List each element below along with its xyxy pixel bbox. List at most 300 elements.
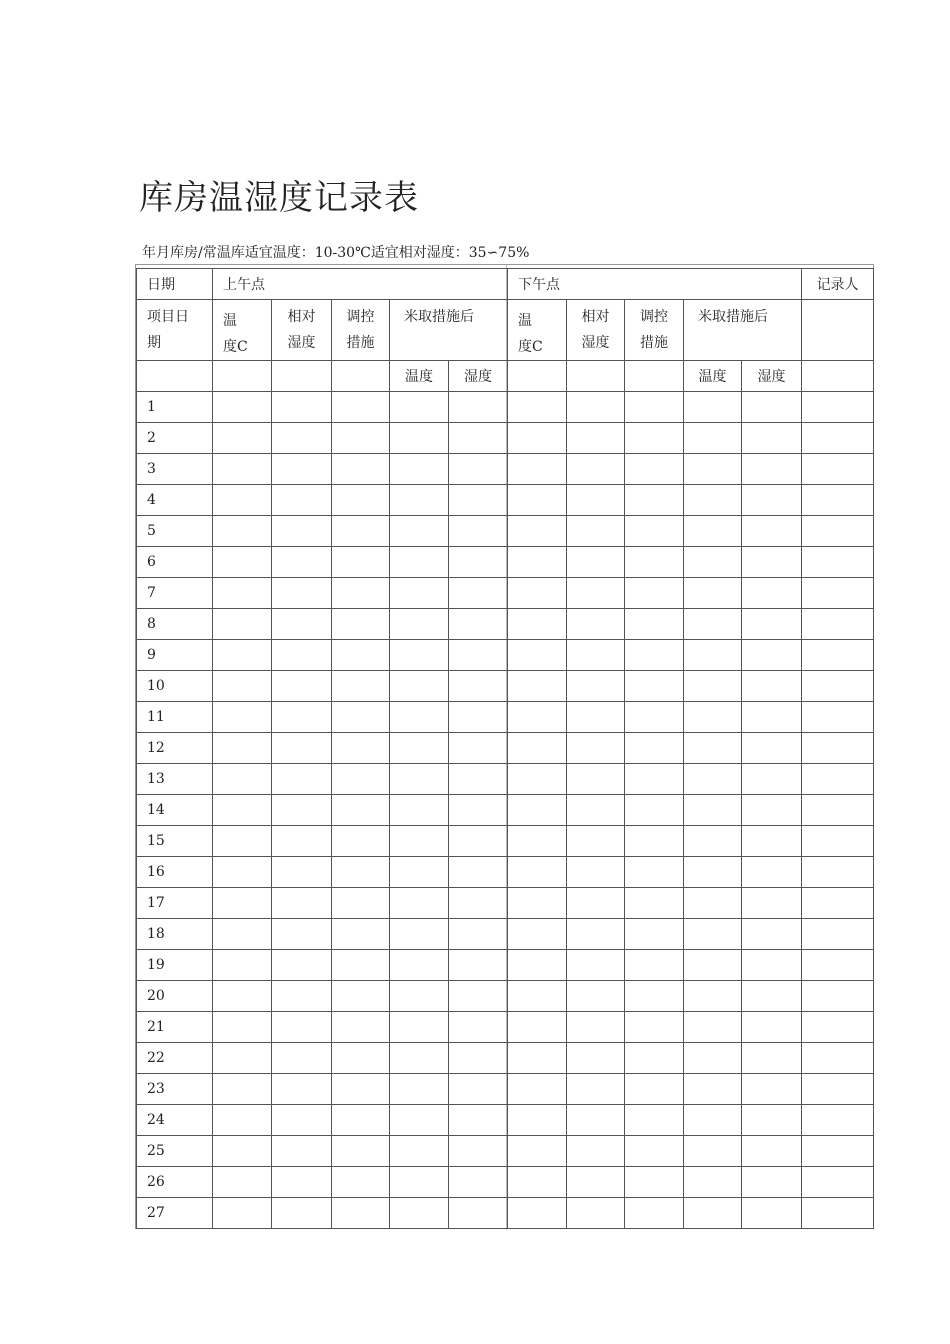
- entry-cell[interactable]: [742, 609, 802, 640]
- entry-cell[interactable]: [390, 516, 449, 547]
- entry-cell[interactable]: [332, 454, 390, 485]
- entry-cell[interactable]: [449, 578, 508, 609]
- entry-cell[interactable]: [742, 1074, 802, 1105]
- entry-cell[interactable]: [742, 392, 802, 423]
- entry-cell[interactable]: [449, 1012, 508, 1043]
- entry-cell[interactable]: [802, 1105, 874, 1136]
- entry-cell[interactable]: [625, 454, 684, 485]
- entry-cell[interactable]: [684, 423, 742, 454]
- table-row: [137, 423, 874, 454]
- entry-cell[interactable]: [625, 795, 684, 826]
- blank-cell: [332, 361, 390, 392]
- entry-cell[interactable]: [742, 795, 802, 826]
- entry-cell[interactable]: [213, 950, 272, 981]
- entry-cell[interactable]: [742, 423, 802, 454]
- entry-cell[interactable]: [567, 826, 625, 857]
- entry-cell[interactable]: [449, 764, 508, 795]
- entry-cell[interactable]: [213, 919, 272, 950]
- entry-cell[interactable]: [684, 1198, 742, 1229]
- entry-cell[interactable]: [272, 547, 332, 578]
- entry-cell[interactable]: [567, 1012, 625, 1043]
- entry-cell[interactable]: [742, 919, 802, 950]
- entry-cell[interactable]: [684, 516, 742, 547]
- entry-cell[interactable]: [332, 671, 390, 702]
- entry-cell[interactable]: [449, 547, 508, 578]
- entry-cell[interactable]: [625, 609, 684, 640]
- entry-cell[interactable]: [508, 671, 567, 702]
- entry-cell[interactable]: [567, 1167, 625, 1198]
- entry-cell[interactable]: [332, 950, 390, 981]
- entry-cell[interactable]: [449, 485, 508, 516]
- entry-cell[interactable]: [802, 857, 874, 888]
- entry-cell[interactable]: [449, 1105, 508, 1136]
- entry-cell[interactable]: [684, 454, 742, 485]
- entry-cell[interactable]: [332, 609, 390, 640]
- entry-cell[interactable]: [508, 857, 567, 888]
- entry-cell[interactable]: [449, 1136, 508, 1167]
- entry-cell[interactable]: [213, 578, 272, 609]
- entry-cell[interactable]: [802, 392, 874, 423]
- entry-cell[interactable]: [508, 1198, 567, 1229]
- entry-cell[interactable]: [390, 1012, 449, 1043]
- entry-cell[interactable]: [213, 609, 272, 640]
- entry-cell[interactable]: [390, 702, 449, 733]
- entry-cell[interactable]: [625, 1012, 684, 1043]
- entry-cell[interactable]: [332, 1167, 390, 1198]
- entry-cell[interactable]: [272, 1074, 332, 1105]
- entry-cell[interactable]: [213, 454, 272, 485]
- entry-cell[interactable]: [802, 485, 874, 516]
- entry-cell[interactable]: [213, 485, 272, 516]
- entry-cell[interactable]: [508, 1167, 567, 1198]
- entry-cell[interactable]: [213, 640, 272, 671]
- entry-cell[interactable]: [508, 764, 567, 795]
- entry-cell[interactable]: [213, 547, 272, 578]
- entry-cell[interactable]: [802, 1043, 874, 1074]
- entry-cell[interactable]: [449, 392, 508, 423]
- entry-cell[interactable]: [390, 454, 449, 485]
- entry-cell[interactable]: [213, 1012, 272, 1043]
- entry-cell[interactable]: [213, 516, 272, 547]
- entry-cell[interactable]: [625, 981, 684, 1012]
- entry-cell[interactable]: [802, 1198, 874, 1229]
- entry-cell[interactable]: [390, 485, 449, 516]
- entry-cell[interactable]: [567, 795, 625, 826]
- entry-cell[interactable]: [390, 1043, 449, 1074]
- entry-cell[interactable]: [625, 888, 684, 919]
- entry-cell[interactable]: [567, 1105, 625, 1136]
- entry-cell[interactable]: [567, 392, 625, 423]
- entry-cell[interactable]: [742, 671, 802, 702]
- entry-cell[interactable]: [802, 454, 874, 485]
- entry-cell[interactable]: [567, 454, 625, 485]
- table-row: [137, 547, 874, 578]
- entry-cell[interactable]: [802, 981, 874, 1012]
- entry-cell[interactable]: [332, 1043, 390, 1074]
- entry-cell[interactable]: [508, 919, 567, 950]
- entry-cell[interactable]: [567, 640, 625, 671]
- entry-cell[interactable]: [449, 733, 508, 764]
- entry-cell[interactable]: [390, 857, 449, 888]
- entry-cell[interactable]: [684, 1043, 742, 1074]
- entry-cell[interactable]: [449, 795, 508, 826]
- entry-cell[interactable]: [332, 826, 390, 857]
- entry-cell[interactable]: [213, 826, 272, 857]
- entry-cell[interactable]: [332, 516, 390, 547]
- entry-cell[interactable]: [567, 702, 625, 733]
- entry-cell[interactable]: [625, 1167, 684, 1198]
- entry-cell[interactable]: [272, 640, 332, 671]
- entry-cell[interactable]: [390, 981, 449, 1012]
- entry-cell[interactable]: [567, 857, 625, 888]
- entry-cell[interactable]: [802, 516, 874, 547]
- entry-cell[interactable]: [742, 640, 802, 671]
- entry-cell[interactable]: [684, 1074, 742, 1105]
- entry-cell[interactable]: [508, 702, 567, 733]
- entry-cell[interactable]: [272, 733, 332, 764]
- entry-cell[interactable]: [802, 547, 874, 578]
- entry-cell[interactable]: [390, 423, 449, 454]
- entry-cell[interactable]: [625, 640, 684, 671]
- entry-cell[interactable]: [625, 423, 684, 454]
- entry-cell[interactable]: [272, 578, 332, 609]
- entry-cell[interactable]: [684, 919, 742, 950]
- entry-cell[interactable]: [272, 1012, 332, 1043]
- entry-cell[interactable]: [508, 950, 567, 981]
- entry-cell[interactable]: [802, 1167, 874, 1198]
- entry-cell[interactable]: [449, 1198, 508, 1229]
- entry-cell[interactable]: [567, 578, 625, 609]
- entry-cell[interactable]: [684, 950, 742, 981]
- entry-cell[interactable]: [272, 919, 332, 950]
- entry-cell[interactable]: [272, 1105, 332, 1136]
- entry-cell[interactable]: [449, 981, 508, 1012]
- entry-cell[interactable]: [449, 1167, 508, 1198]
- entry-cell[interactable]: [684, 640, 742, 671]
- entry-cell[interactable]: [742, 454, 802, 485]
- entry-cell[interactable]: [625, 733, 684, 764]
- entry-cell[interactable]: [213, 888, 272, 919]
- entry-cell[interactable]: [272, 1167, 332, 1198]
- entry-cell[interactable]: [332, 764, 390, 795]
- entry-cell[interactable]: [508, 516, 567, 547]
- entry-cell[interactable]: [802, 640, 874, 671]
- entry-cell[interactable]: [390, 1074, 449, 1105]
- entry-cell[interactable]: [272, 702, 332, 733]
- entry-cell[interactable]: [272, 795, 332, 826]
- entry-cell[interactable]: [508, 733, 567, 764]
- entry-cell[interactable]: [625, 578, 684, 609]
- entry-cell[interactable]: [742, 764, 802, 795]
- entry-cell[interactable]: [508, 1074, 567, 1105]
- entry-cell[interactable]: [213, 1136, 272, 1167]
- entry-cell[interactable]: [272, 1043, 332, 1074]
- entry-cell[interactable]: [213, 733, 272, 764]
- entry-cell[interactable]: [508, 795, 567, 826]
- entry-cell[interactable]: [332, 640, 390, 671]
- entry-cell[interactable]: [742, 1198, 802, 1229]
- entry-cell[interactable]: [567, 888, 625, 919]
- entry-cell[interactable]: [508, 547, 567, 578]
- entry-cell[interactable]: [508, 1105, 567, 1136]
- entry-cell[interactable]: [449, 423, 508, 454]
- entry-cell[interactable]: [567, 671, 625, 702]
- entry-cell[interactable]: [684, 1105, 742, 1136]
- entry-cell[interactable]: [508, 578, 567, 609]
- entry-cell[interactable]: [390, 1136, 449, 1167]
- entry-cell[interactable]: [508, 1136, 567, 1167]
- entry-cell[interactable]: [272, 981, 332, 1012]
- entry-cell[interactable]: [684, 671, 742, 702]
- entry-cell[interactable]: [625, 1105, 684, 1136]
- entry-cell[interactable]: [272, 888, 332, 919]
- entry-cell[interactable]: [684, 1136, 742, 1167]
- entry-cell[interactable]: [449, 702, 508, 733]
- entry-cell[interactable]: [272, 764, 332, 795]
- entry-cell[interactable]: [802, 733, 874, 764]
- entry-cell[interactable]: [332, 547, 390, 578]
- entry-cell[interactable]: [684, 547, 742, 578]
- entry-cell[interactable]: [742, 702, 802, 733]
- entry-cell[interactable]: [272, 609, 332, 640]
- entry-cell[interactable]: [567, 764, 625, 795]
- entry-cell[interactable]: [684, 857, 742, 888]
- entry-cell[interactable]: [567, 1136, 625, 1167]
- entry-cell[interactable]: [802, 919, 874, 950]
- entry-cell[interactable]: [508, 392, 567, 423]
- entry-cell[interactable]: [508, 826, 567, 857]
- entry-cell[interactable]: [272, 857, 332, 888]
- entry-cell[interactable]: [508, 1043, 567, 1074]
- entry-cell[interactable]: [332, 1198, 390, 1229]
- entry-cell[interactable]: [390, 640, 449, 671]
- entry-cell[interactable]: [742, 826, 802, 857]
- entry-cell[interactable]: [213, 1043, 272, 1074]
- entry-cell[interactable]: [213, 857, 272, 888]
- entry-cell[interactable]: [390, 609, 449, 640]
- entry-cell[interactable]: [390, 547, 449, 578]
- entry-cell[interactable]: [508, 888, 567, 919]
- entry-cell[interactable]: [332, 1074, 390, 1105]
- entry-cell[interactable]: [508, 609, 567, 640]
- entry-cell[interactable]: [802, 888, 874, 919]
- entry-cell[interactable]: [684, 826, 742, 857]
- entry-cell[interactable]: [213, 764, 272, 795]
- entry-cell[interactable]: [742, 516, 802, 547]
- entry-cell[interactable]: [567, 1198, 625, 1229]
- entry-cell[interactable]: [802, 795, 874, 826]
- entry-cell[interactable]: [213, 702, 272, 733]
- entry-cell[interactable]: [390, 950, 449, 981]
- entry-cell[interactable]: [802, 423, 874, 454]
- entry-cell[interactable]: [272, 671, 332, 702]
- entry-cell[interactable]: [390, 919, 449, 950]
- entry-cell[interactable]: [567, 1043, 625, 1074]
- entry-cell[interactable]: [213, 1198, 272, 1229]
- entry-cell[interactable]: [684, 578, 742, 609]
- entry-cell[interactable]: [272, 950, 332, 981]
- entry-cell[interactable]: [213, 1074, 272, 1105]
- entry-cell[interactable]: [625, 671, 684, 702]
- entry-cell[interactable]: [390, 888, 449, 919]
- entry-cell[interactable]: [684, 609, 742, 640]
- entry-cell[interactable]: [332, 392, 390, 423]
- entry-cell[interactable]: [742, 1043, 802, 1074]
- entry-cell[interactable]: [742, 950, 802, 981]
- entry-cell[interactable]: [272, 1198, 332, 1229]
- entry-cell[interactable]: [332, 981, 390, 1012]
- entry-cell[interactable]: [625, 547, 684, 578]
- entry-cell[interactable]: [567, 547, 625, 578]
- entry-cell[interactable]: [272, 423, 332, 454]
- entry-cell[interactable]: [802, 950, 874, 981]
- entry-cell[interactable]: [449, 1074, 508, 1105]
- entry-cell[interactable]: [742, 547, 802, 578]
- entry-cell[interactable]: [213, 423, 272, 454]
- entry-cell[interactable]: [684, 795, 742, 826]
- entry-cell[interactable]: [742, 733, 802, 764]
- entry-cell[interactable]: [625, 950, 684, 981]
- entry-cell[interactable]: [684, 981, 742, 1012]
- entry-cell[interactable]: [567, 981, 625, 1012]
- entry-cell[interactable]: [802, 578, 874, 609]
- entry-cell[interactable]: [449, 888, 508, 919]
- entry-cell[interactable]: [213, 981, 272, 1012]
- entry-cell[interactable]: [567, 423, 625, 454]
- entry-cell[interactable]: [508, 454, 567, 485]
- entry-cell[interactable]: [625, 516, 684, 547]
- entry-cell[interactable]: [390, 1167, 449, 1198]
- entry-cell[interactable]: [684, 485, 742, 516]
- entry-cell[interactable]: [449, 826, 508, 857]
- entry-cell[interactable]: [213, 1167, 272, 1198]
- entry-cell[interactable]: [449, 857, 508, 888]
- entry-cell[interactable]: [213, 671, 272, 702]
- entry-cell[interactable]: [625, 1198, 684, 1229]
- entry-cell[interactable]: [449, 950, 508, 981]
- entry-cell[interactable]: [449, 454, 508, 485]
- entry-cell[interactable]: [213, 392, 272, 423]
- entry-cell[interactable]: [449, 671, 508, 702]
- entry-cell[interactable]: [625, 919, 684, 950]
- entry-cell[interactable]: [567, 516, 625, 547]
- entry-cell[interactable]: [684, 392, 742, 423]
- entry-cell[interactable]: [508, 981, 567, 1012]
- entry-cell[interactable]: [742, 857, 802, 888]
- entry-cell[interactable]: [449, 1043, 508, 1074]
- entry-cell[interactable]: [802, 1074, 874, 1105]
- entry-cell[interactable]: [390, 1105, 449, 1136]
- entry-cell[interactable]: [449, 516, 508, 547]
- entry-cell[interactable]: [802, 826, 874, 857]
- entry-cell[interactable]: [625, 826, 684, 857]
- entry-cell[interactable]: [625, 1074, 684, 1105]
- entry-cell[interactable]: [272, 485, 332, 516]
- entry-cell[interactable]: [449, 640, 508, 671]
- entry-cell[interactable]: [684, 733, 742, 764]
- entry-cell[interactable]: [332, 578, 390, 609]
- entry-cell[interactable]: [332, 485, 390, 516]
- entry-cell[interactable]: [213, 795, 272, 826]
- entry-cell[interactable]: [449, 609, 508, 640]
- entry-cell[interactable]: [213, 1105, 272, 1136]
- entry-cell[interactable]: [332, 888, 390, 919]
- entry-cell[interactable]: [742, 1105, 802, 1136]
- entry-cell[interactable]: [332, 1012, 390, 1043]
- entry-cell[interactable]: [742, 1136, 802, 1167]
- entry-cell[interactable]: [625, 702, 684, 733]
- entry-cell[interactable]: [449, 919, 508, 950]
- entry-cell[interactable]: [625, 1136, 684, 1167]
- entry-cell[interactable]: [625, 857, 684, 888]
- entry-cell[interactable]: [625, 485, 684, 516]
- entry-cell[interactable]: [332, 423, 390, 454]
- entry-cell[interactable]: [332, 702, 390, 733]
- entry-cell[interactable]: [802, 1136, 874, 1167]
- entry-cell[interactable]: [802, 1012, 874, 1043]
- entry-cell[interactable]: [742, 1167, 802, 1198]
- entry-cell[interactable]: [802, 671, 874, 702]
- entry-cell[interactable]: [390, 1198, 449, 1229]
- entry-cell[interactable]: [332, 795, 390, 826]
- entry-cell[interactable]: [684, 888, 742, 919]
- entry-cell[interactable]: [332, 857, 390, 888]
- entry-cell[interactable]: [625, 1043, 684, 1074]
- entry-cell[interactable]: [390, 764, 449, 795]
- entry-cell[interactable]: [802, 764, 874, 795]
- entry-cell[interactable]: [332, 1136, 390, 1167]
- entry-cell[interactable]: [272, 392, 332, 423]
- entry-cell[interactable]: [272, 826, 332, 857]
- entry-cell[interactable]: [742, 888, 802, 919]
- entry-cell[interactable]: [567, 950, 625, 981]
- entry-cell[interactable]: [390, 392, 449, 423]
- entry-cell[interactable]: [332, 733, 390, 764]
- entry-cell[interactable]: [567, 733, 625, 764]
- entry-cell[interactable]: [272, 516, 332, 547]
- entry-cell[interactable]: [508, 485, 567, 516]
- entry-cell[interactable]: [567, 609, 625, 640]
- entry-cell[interactable]: [390, 733, 449, 764]
- entry-cell[interactable]: [625, 392, 684, 423]
- entry-cell[interactable]: [684, 1012, 742, 1043]
- entry-cell[interactable]: [272, 1136, 332, 1167]
- entry-cell[interactable]: [390, 826, 449, 857]
- entry-cell[interactable]: [742, 578, 802, 609]
- entry-cell[interactable]: [332, 1105, 390, 1136]
- entry-cell[interactable]: [272, 454, 332, 485]
- entry-cell[interactable]: [802, 609, 874, 640]
- entry-cell[interactable]: [567, 1074, 625, 1105]
- entry-cell[interactable]: [567, 485, 625, 516]
- entry-cell[interactable]: [332, 919, 390, 950]
- entry-cell[interactable]: [684, 1167, 742, 1198]
- entry-cell[interactable]: [390, 671, 449, 702]
- entry-cell[interactable]: [567, 919, 625, 950]
- entry-cell[interactable]: [508, 640, 567, 671]
- entry-cell[interactable]: [802, 702, 874, 733]
- entry-cell[interactable]: [742, 1012, 802, 1043]
- entry-cell[interactable]: [684, 702, 742, 733]
- entry-cell[interactable]: [390, 578, 449, 609]
- entry-cell[interactable]: [742, 981, 802, 1012]
- entry-cell[interactable]: [684, 764, 742, 795]
- entry-cell[interactable]: [390, 795, 449, 826]
- entry-cell[interactable]: [625, 764, 684, 795]
- entry-cell[interactable]: [742, 485, 802, 516]
- entry-cell[interactable]: [508, 423, 567, 454]
- entry-cell[interactable]: [508, 1012, 567, 1043]
